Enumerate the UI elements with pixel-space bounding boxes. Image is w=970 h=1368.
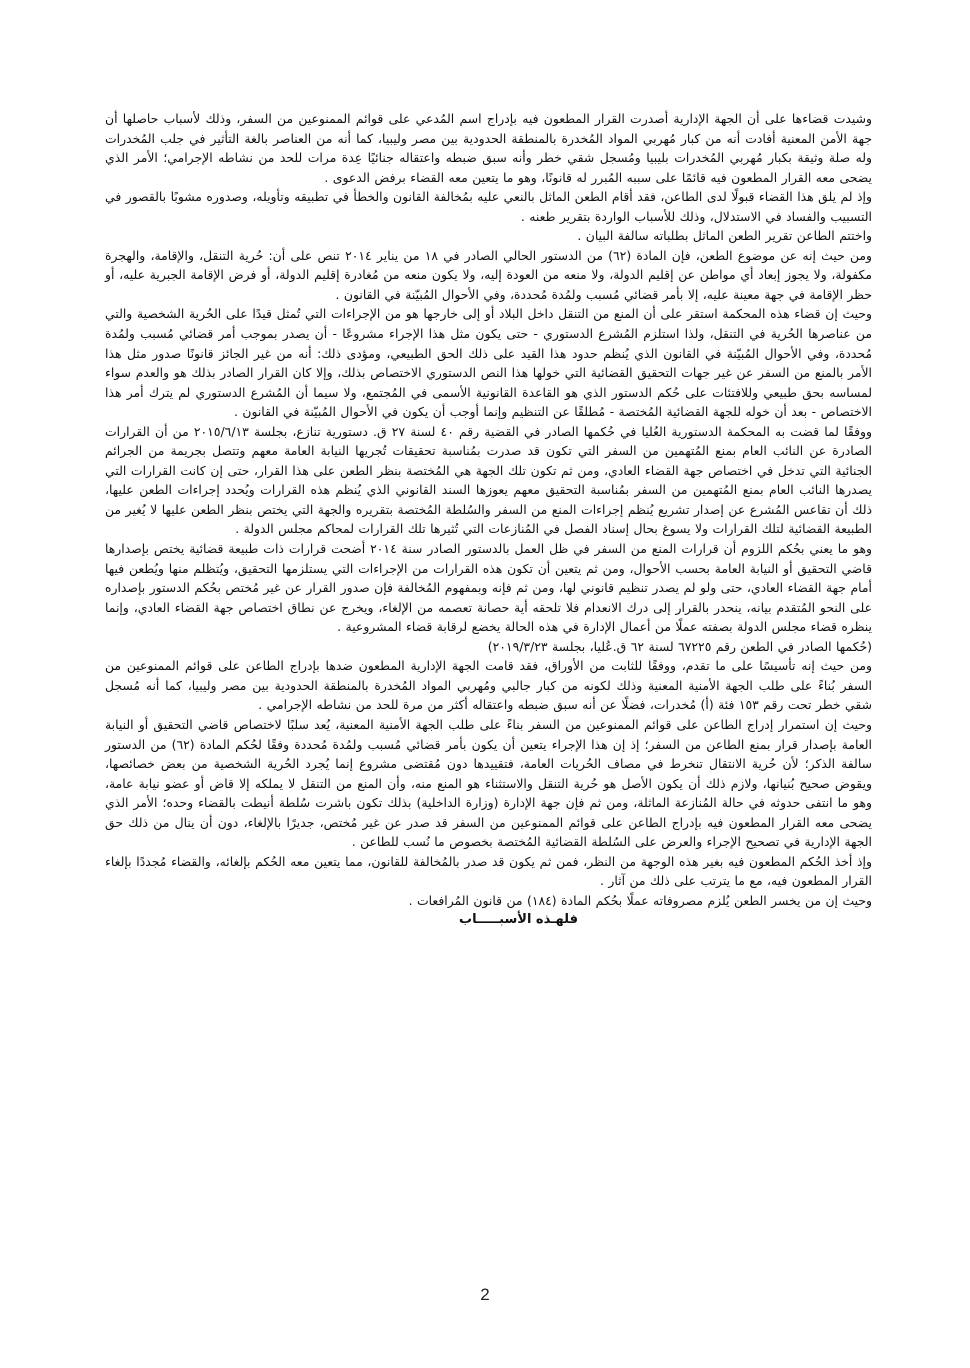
paragraph-conclusion: وإذ أخذ الحُكم المطعون فيه بغير هذه الوجهة من النظر، فمن ثم يكون قد صدر بالمُخالفة للقانون، مما يتعين معه الحُكم بإلغائه، والقضاء مُجددًا بإلغاء القرار المطعون فيه، مع ما يترتب على ذلك من آثار . [105,853,872,889]
paragraph-judicial-nature: وهو ما يعني بحُكم اللزوم أن قرارات المنع من السفر في ظل العمل بالدستور الصادر سنة ٢٠١٤ أضحت قرارات ذات طبيعة قضائية يختص بإصدارها قاضي التحقيق أو النيابة العامة بحسب الأحوال، ومن ثم يتعين أن تكون هذه القرارات من الإجراءات التي يستلزمها التحقيق، ويُتظلم منها ويُطعن فيها أمام جهة القضاء العادي، حتى ولو لم يصدر تنظيم قانوني لها، ومن ثم فإنه وبمفهوم المُخالفة فإن صدور القرار عن غير مُختص بحُكم الدستور بإصداره على النحو المُتقدم بيانه، ينحدر بالقرار إلى درك الانعدام فلا تلحقه أية حصانة تعصمه من الإلغاء، ويخرج عن نطاق اختصاص جهة القضاء العادي، وإنما ينظره قضاء مجلس الدولة بصفته عملًا من أعمال الإدارة في هذه الحالة يخضع لرقابة قضاء المشروعية . [105,541,872,635]
paragraph-appeal-grounds: وإذ لم يلق هذا القضاء قبولًا لدى الطاعن، فقد أقام الطعن الماثل بالنعي عليه بمُخالفة القانون والخطأ في تطبيقه وتأويله، وصدوره مشوبًا بالقصور في التسبيب والفساد في الاستدلال، وذلك للأسباب الواردة بتقرير طعنه . [105,189,872,224]
paragraph-appeal-requests: واختتم الطاعن تقرير الطعن الماثل بطلباته سالفة البيان . [577,228,872,244]
paragraph-court-reasoning: وشيدت قضاءها على أن الجهة الإدارية أصدرت القرار المطعون فيه بإدراج اسم المُدعي على قوائم الممنوعين من السفر، وذلك لأسباب حاصلها أن جهة الأمن المعنية أفادت أنه من كبار مُهربي المواد المُخدرة بالمنطقة الحدودية بين مصر وليبيا، كما أنه من العناصر بالغة التأثير في جلب المُخدرات وله صلة وثيقة بكبار مُهربي المُخدرات بليبيا ومُسجل شقي خطر وأنه سبق ضبطه واعتقاله جنائيًا عِدة مرات للحد من نشاطه الإجرامي؛ الأمر الذي يضحى معه القرار المطعون فيه قائمًا على سببه المُبرر له قانونًا، وهو ما يتعين معه القضاء برفض الدعوى . [105,111,872,185]
paragraph-article-62: ومن حيث إنه عن موضوع الطعن، فإن المادة (٦٢) من الدستور الحالي الصادر في ١٨ من يناير ٢٠١٤ تنص على أن: حُرية التنقل، والإقامة، والهجرة مكفولة، ولا يجوز إبعاد أي مواطن عن إقليم الدولة، ولا منعه من العودة إليه، ولا يكون منعه من مُغادرة إقليم الدولة، أو فرض الإقامة الجبرية عليه، أو حظر الإقامة في جهة معينة عليه، إلا بأمر قضائي مُسبب ولمُدة مُحددة، وفي الأحوال المُبيّنة في القانون . [105,247,873,302]
paragraph-citation: (حُكمها الصادر في الطعن رقم ٦٧٢٢٥ لسنة ٦٢ ق.عُليا، بجلسة ٢٠١٩/٣/٢٣) [487,638,872,654]
page-number: 2 [480,1285,490,1304]
paragraph-analysis: وحيث إن استمرار إدراج الطاعن على قوائم الممنوعين من السفر بناءً على طلب الجهة الأمنية المعنية، يُعد سلبًا لاختصاص قاضي التحقيق أو النيابة العامة بإصدار قرار بمنع الطاعن من السفر؛ إذ إن هذا الإجراء يتعين أن يكون بأمر قضائي مُسبب ولمُدة مُحددة وفقًا لحُكم المادة (٦٢) من الدستور سالفة الذكر؛ لأن حُرية الانتقال تنخرط في مصاف الحُريات العامة، فتقييدها دون مُقتضى مشروع إنما يُجرد الحُرية الشخصية من بعض خصائصها، ويقوض صحيح بُنيانها، ولازم ذلك أن يكون الأصل هو حُرية التنقل والاستثناء هو المنع منه، وأن المنع من التنقل لا يملكه إلا قاض أو عضو نيابة عامة، وهو ما انتفى حدوثه في حالة المُنازعة الماثلة، ومن ثم فإن جهة الإدارة (وزارة الداخلية) بذلك تكون باشرت سُلطة أنيطت بالقضاء وحده؛ الأمر الذي يضحى معه القرار المطعون فيه بإدراج الطاعن على قوائم الممنوعين من السفر قد صدر عن غير مُختص، جديرًا بالإلغاء، دون أن ينال من ذلك حق الجهة الإدارية في تصحيح الإجراء والعرض على السُلطة القضائية المُختصة بخصوص ما نُسب للطاعن . [105,716,872,850]
section-heading: فلهـذه الأسبـــــاب [459,912,578,928]
paragraph-court-precedent: وحيث إن قضاء هذه المحكمة استقر على أن المنع من التنقل داخل البلاد أو إلى خارجها هو من الإجراءات التي تُمثل قيدًا على الحُرية الشخصية والتي من عناصرها الحُرية في التنقل، ولذا استلزم المُشرع الدستوري - حتى يكون مثل هذا الإجراء مشروعًا - أن يصدر بموجب أمر قضائي مُسبب ولمُدة مُحددة، وفي الأحوال المُبيّنة في القانون الذي يُنظم حدود هذا القيد على ذلك الحق الطبيعي، ومؤدى ذلك: أنه من غير الجائز قانونًا صدور مثل هذا الأمر بالمنع من السفر عن غير جهات التحقيق القضائية التي خولها هذا النص الدستوري الاختصاص بذلك، وإلا كان القرار الصادر بذلك هو والعدم سواء لمساسه بحق طبيعي وللافتئات على حُكم الدستور الذي هو القاعدة القانونية الأسمى في المُجتمع، ولا سيما أن المُشرع الدستوري لم يترك أمر هذا الاختصاص - بعد أن خوله للجهة القضائية المُختصة - مُطلقًا عن التنظيم وإنما أوجب أن يكون في الأحوال المُبيّنة في القانون . [105,306,872,420]
paragraph-constitutional-court-ruling: ووفقًا لما قضت به المحكمة الدستورية العُليا في حُكمها الصادر في القضية رقم ٤٠ لسنة ٢٧ ق. دستورية تنازع، بجلسة ٢٠١٥/٦/١٣ من أن القرارات الصادرة عن النائب العام بمنع المُتهمين من السفر التي تكون قد صدرت بمُناسبة تحقيقات تُجريها النيابة العامة معهم وتتصل بجريمة من الجرائم الجنائية التي تدخل في اختصاص جهة القضاء العادي، ومن ثم تكون تلك الجهة هي المُختصة بنظر الطعن على هذا القرار، حتى إن كانت القرارات التي يصدرها النائب العام بمنع المُتهمين من السفر بمُناسبة التحقيق معهم يعوزها السند القانوني الذي يُنظم هذه القرارات ويُحدد إجراءات الطعن عليها، ذلك أن تقاعس المُشرع عن إصدار تشريع يُنظم إجراءات المنع من السفر والسُلطة المُختصة بتقريره والجهة التي يختص بنظر الطعن عليها لا يُغير من الطبيعة القضائية لتلك القرارات ولا يسوغ بحال إسناد الفصل في المُنازعات التي تُثيرها تلك القرارات لمحاكم مجلس الدولة . [105,423,872,537]
paragraph-facts: ومن حيث إنه تأسيسًا على ما تقدم، ووفقًا للثابت من الأوراق، فقد قامت الجهة الإدارية المطعون ضدها بإدراج الطاعن على قوائم الممنوعين من السفر بُناءً على طلب الجهة الأمنية المعنية وذلك لكونه من كبار جالبي ومُهربي المواد المُخدرة بالمنطقة الحدودية بين مصر وليبيا، كما أنه مُسجل شقي خطر تحت رقم ١٥٣ فئة (أ) مُخدرات، فضلًا عن أنه سبق ضبطه واعتقاله أكثر من مرة للحد من نشاطه الإجرامي . [105,658,872,713]
paragraph-costs: وحيث إن من يخسر الطعن يُلزم مصروفاته عملًا بحُكم المادة (١٨٤) من قانون المُرافعات . [408,892,872,908]
document-body [105,109,872,929]
